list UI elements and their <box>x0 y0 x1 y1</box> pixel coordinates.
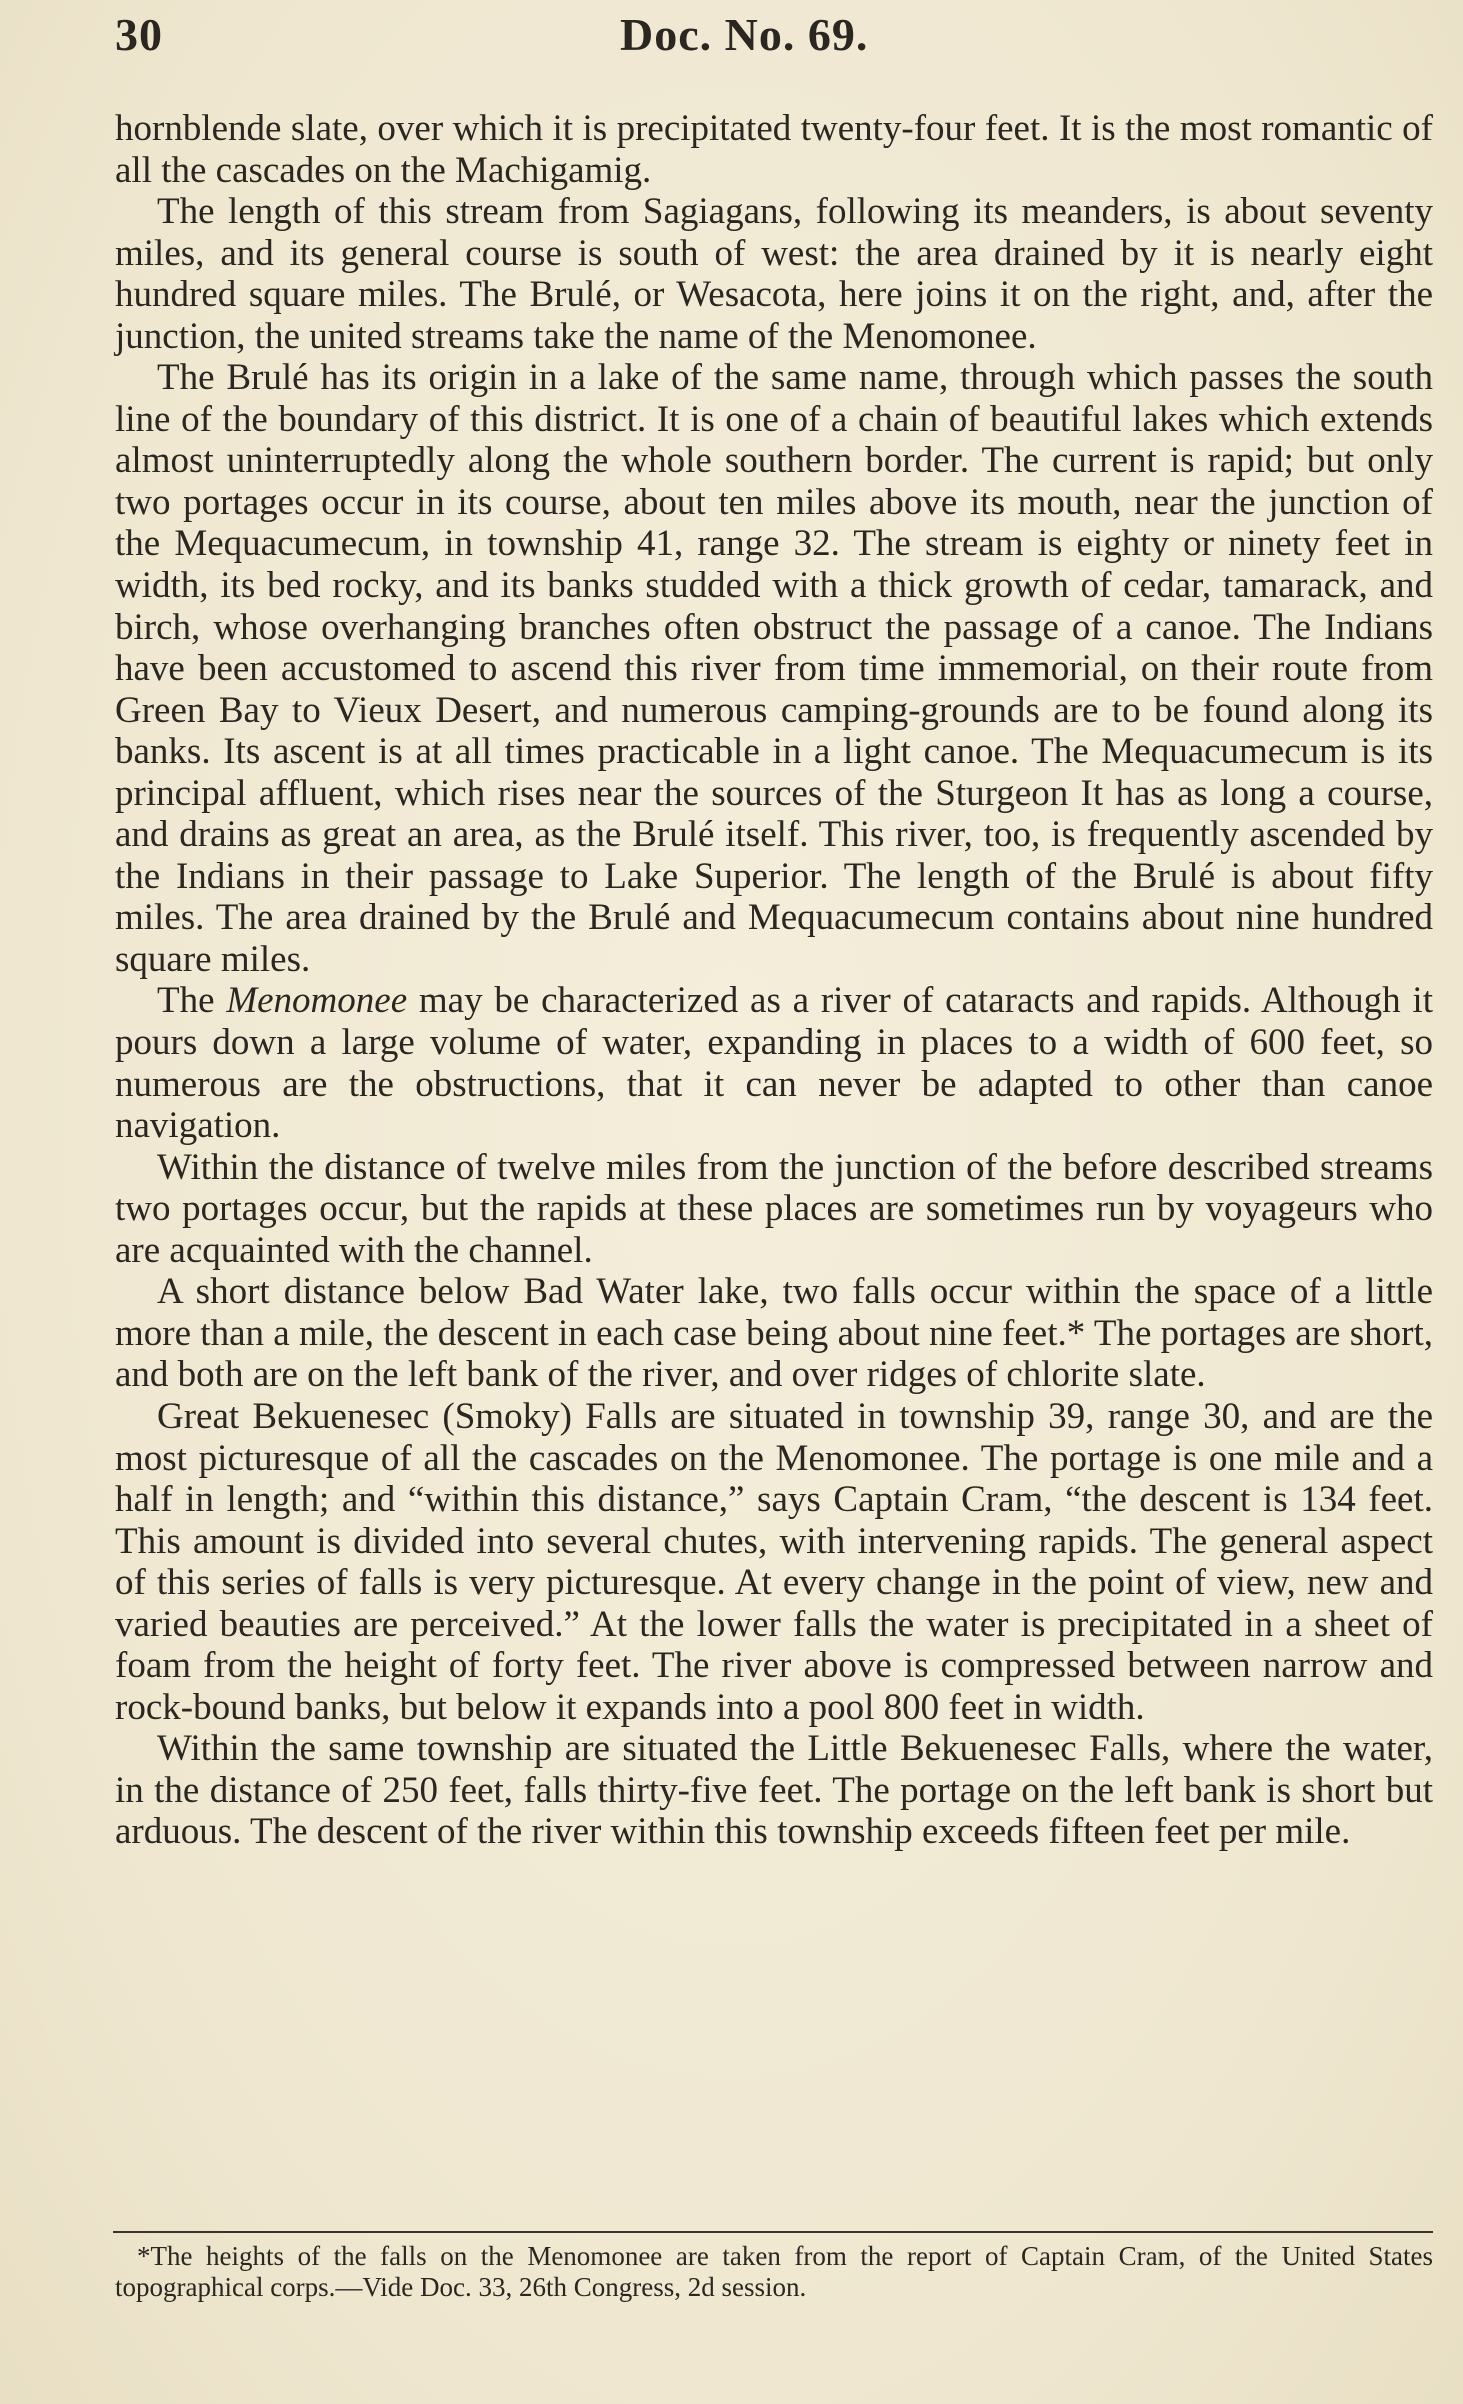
paragraph-6: A short distance below Bad Water lake, two falls occur within the space of a little more than a mile, the descent in each case being about nine feet.* The portages are short, and both are on the left bank of the river, and over ridges of chlorite slate. <box>115 1271 1433 1396</box>
paragraph-8: Within the same township are situated the Little Bekuenesec Falls, where the water, in the distance of 250 feet, falls thirty-five feet. The portage on the left bank is short but arduous. The descent of the river within this township exceeds fifteen feet per mile. <box>115 1728 1433 1853</box>
paragraph-5: Within the distance of twelve miles from the junction of the before described streams two portages occur, but the rapids at these places are sometimes run by voyageurs who are acquainted with the channel. <box>115 1146 1433 1271</box>
body-text <box>115 108 1433 1853</box>
running-title: Doc. No. 69. <box>620 9 869 60</box>
page-header <box>115 8 1435 68</box>
paragraph-3: The Brulé has its origin in a lake of the same name, through which passes the south line of the boundary of this district. It is one of a chain of beautiful lakes which extends almost uninterruptedly along the whole southern border. The current is rapid; but only two portages occur in its course, about ten miles above its mouth, near the junction of the Mequacumecum, in township 41, range 32. The stream is eighty or ninety feet in width, its bed rocky, and its banks studded with a thick growth of cedar, tamarack, and birch, whose overhanging branches often obstruct the passage of a canoe. The Indians have been accustomed to ascend this river from time immemorial, on their route from Green Bay to Vieux Desert, and numerous camping-grounds are to be found along its banks. Its ascent is at all times practicable in a light canoe. The Mequacumecum is its principal affluent, which rises near the sources of the Sturgeon It has as long a course, and drains as great an area, as the Brulé itself. This river, too, is frequently ascended by the Indians in their passage to Lake Superior. The length of the Brulé is about fifty miles. The area drained by the Brulé and Mequacumecum contains about nine hundred square miles. <box>115 357 1433 980</box>
paragraph-2: The length of this stream from Sagiagans, following its meanders, is about seventy miles, and its general course is south of west: the area drained by it is nearly eight hundred square miles. The Brulé, or Wesacota, here joins it on the right, and, after the junction, the united streams take the name of the Menomonee. <box>115 191 1433 357</box>
paragraph-1: hornblende slate, over which it is precipitated twenty-four feet. It is the most romantic of all the cascades on the Machigamig. <box>115 108 1433 191</box>
paragraph-4 <box>115 980 1433 1146</box>
menomonee-italic: Menomonee <box>226 980 408 1022</box>
paragraph-4-text: may be characterized as a river of cataracts and rapids. Although it pours down a large volume of water, expanding in places to a width of 600 feet, so numerous are the obstructions, that it can never be adapted to other than canoe navigation. <box>115 980 1433 1147</box>
paragraph-4-prefix: The <box>157 980 227 1022</box>
footnote: *The heights of the falls on the Menomonee are taken from the report of Captain Cram, of the United States topographical corps.—Vide Doc. 33, 26th Congress, 2d session. <box>115 2241 1433 2302</box>
paragraph-7: Great Bekuenesec (Smoky) Falls are situated in township 39, range 30, and are the most picturesque of all the cascades on the Menomonee. The portage is one mile and a half in length; and “within this distance,” says Captain Cram, “the descent is 134 feet. This amount is divided into several chutes, with intervening rapids. The general aspect of this series of falls is very picturesque. At every change in the point of view, new and varied beauties are perceived.” At the lower falls the water is precipitated in a sheet of foam from the height of forty feet. The river above is compressed between narrow and rock-bound banks, but below it expands into a pool 800 feet in width. <box>115 1395 1433 1728</box>
page-number: 30 <box>115 9 163 60</box>
footnote-divider <box>113 2231 1433 2233</box>
